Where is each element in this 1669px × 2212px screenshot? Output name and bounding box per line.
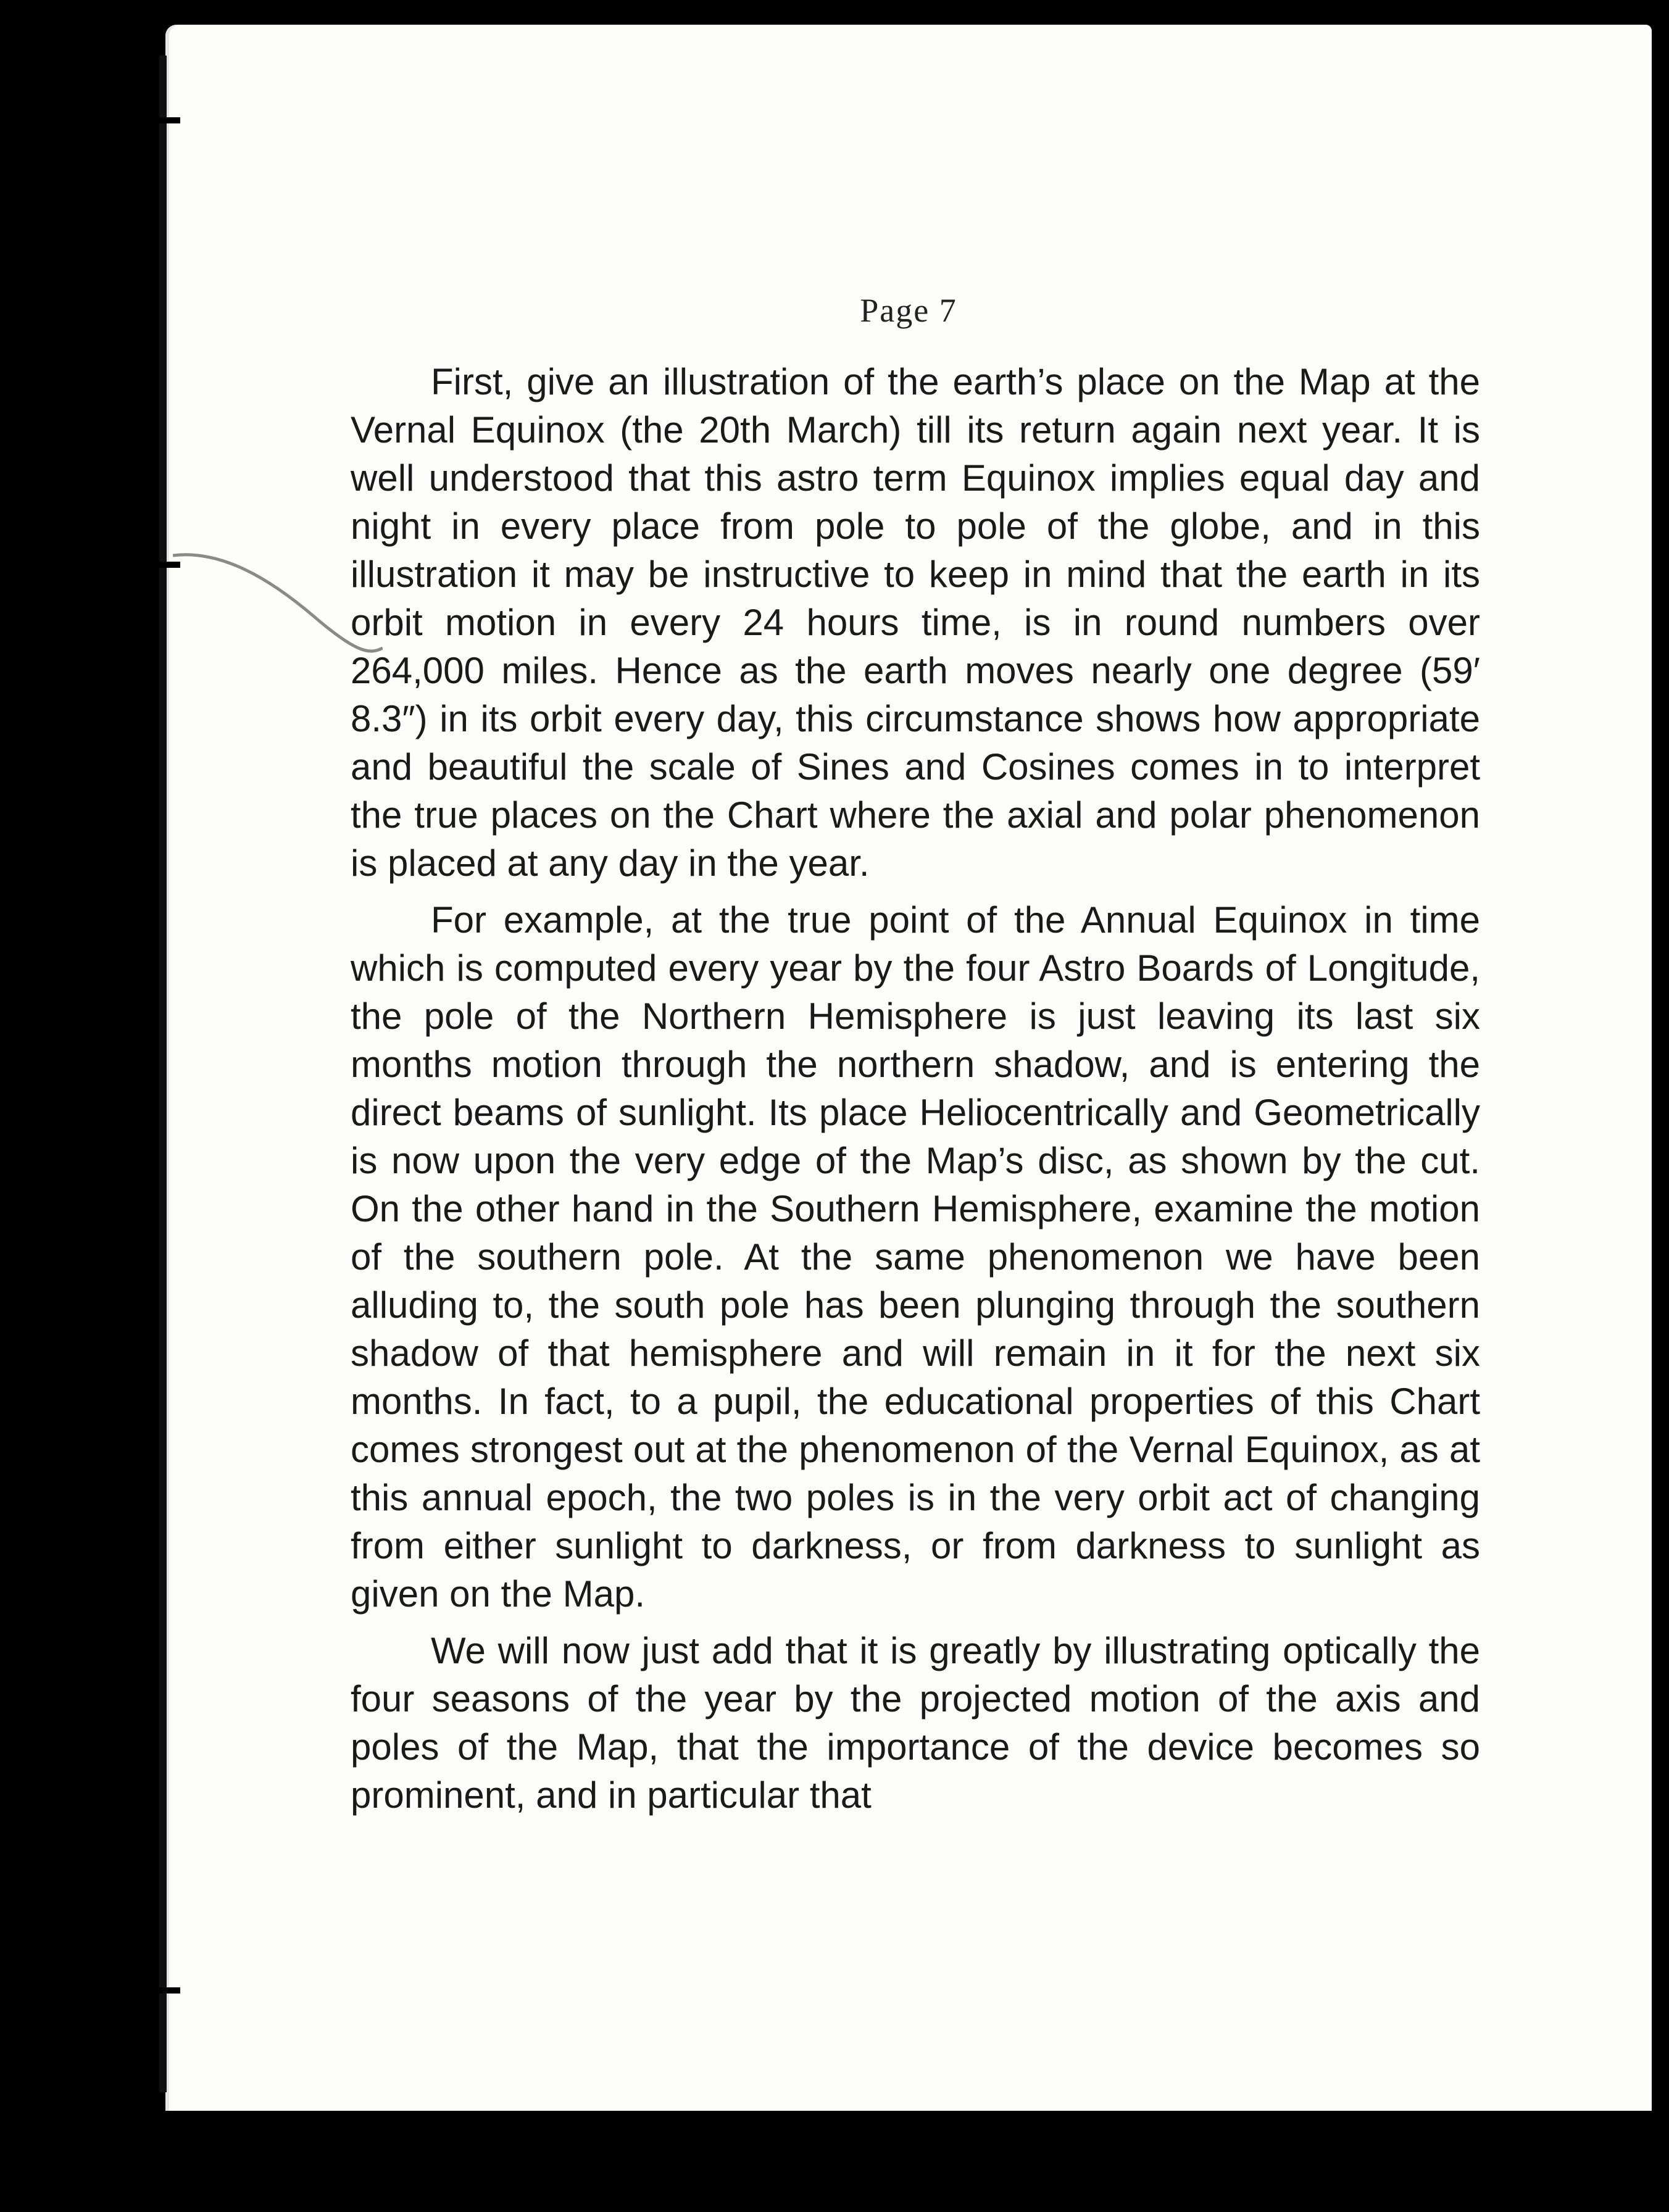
binding-stitch-mark <box>143 117 180 123</box>
binding-thread <box>173 543 383 667</box>
paragraph-3: We will now just add that it is greatly by illustrating optically the four seasons of the year by the projected motion of the axis and poles of the Map, that the importance of the device becomes so prominent, and in particular that <box>351 1630 1480 1816</box>
binding-edge <box>159 56 167 2092</box>
page-number-header: Page 7 <box>860 292 957 329</box>
paragraph-1: First, give an illustration of the earth’s place on the Map at the Vernal Equinox (the 20th March) till its return again next year. It is well understood that this astro term Equinox implies equal day and night in every place from pole to pole of the globe, and in this illustration it may be instructive to keep in mind that the earth in its orbit motion in every 24 hours time, is in round numbers over 264,000 miles. Hence as the earth moves nearly one degree (59′ 8.3″) in its orbit every day, this circumstance shows how appropriate and beautiful the scale of Sines and Cosines comes in to interpret the true places on the Chart where the axial and polar phenomenon is placed at any day in the year. <box>351 361 1480 884</box>
binding-stitch-mark <box>143 1987 180 1994</box>
paragraph-2: For example, at the true point of the Annual Equinox in time which is computed every year by the four Astro Boards of Longitude, the pole of the Northern Hemisphere is just leaving its last six months motion through the northern shadow, and is entering the direct beams of sunlight. Its place Heliocentrically and Geometrically is now upon the very edge of the Map’s disc, as shown by the cut. On the other hand in the Southern Hemisphere, examine the motion of the southern pole. At the same phenomenon we have been alluding to, the south pole has been plunging through the southern shadow of that hemisphere and will remain in it for the next six months. In fact, to a pupil, the educational properties of this Chart comes strongest out at the phenomenon of the Vernal Equinox, as at this annual epoch, the two poles is in the very orbit act of changing from either sunlight to darkness, or from darkness to sunlight as given on the Map. <box>351 899 1480 1615</box>
scan-border-top <box>0 0 1669 25</box>
body-text <box>351 358 1480 1828</box>
scan-border-bottom <box>0 2111 1669 2212</box>
book-page <box>165 25 1652 2111</box>
